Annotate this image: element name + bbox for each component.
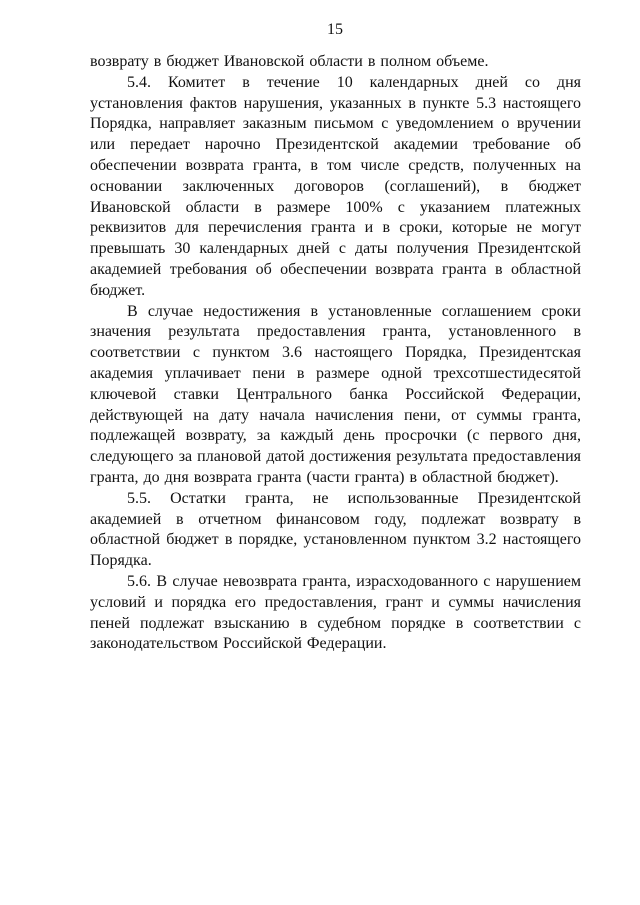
document-body (90, 52, 581, 655)
paragraph: В случае недостижения в установленные соглашением сроки значения результата предоставления гранта, установленного в соответствии с пунктом 3.6 настоящего Порядка, Президентская академия уплачивает пени в размере одной трехсотшестидесятой ключевой ставки Центрального банка Российской Федерации, действующей на дату начала начисления пени, от суммы гранта, подлежащей возврату, за каждый день просрочки (с первого дня, следующего за плановой датой достижения результата предоставления гранта, до дня возврата гранта (части гранта) в областной бюджет). (90, 302, 581, 486)
paragraph: 5.5. Остатки гранта, не использованные Президентской академией в отчетном финансовом году, подлежат возврату в областной бюджет в порядке, установленном пунктом 3.2 настоящего Порядка. (90, 489, 581, 570)
paragraph: 5.4. Комитет в течение 10 календарных дней со дня установления фактов нарушения, указанных в пункте 5.3 настоящего Порядка, направляет заказным письмом с уведомлением о вручении или передает нарочно Президентской академии требование об обеспечении возврата гранта, в том числе средств, полученных на основании заключенных договоров (соглашений), в бюджет Ивановской области в размере 100% с указанием платежных реквизитов для перечисления гранта и в сроки, которые не могут превышать 30 календарных дней с даты получения Президентской академией требования об обеспечении возврата гранта в областной бюджет. (90, 73, 581, 299)
paragraph: 5.6. В случае невозврата гранта, израсходованного с нарушением условий и порядка его предоставления, грант и суммы начисления пеней подлежат взысканию в судебном порядке в соответствии с законодательством Российской Федерации. (90, 572, 581, 653)
paragraph: возврату в бюджет Ивановской области в полном объеме. (90, 53, 489, 70)
page-number: 15 (327, 21, 343, 38)
